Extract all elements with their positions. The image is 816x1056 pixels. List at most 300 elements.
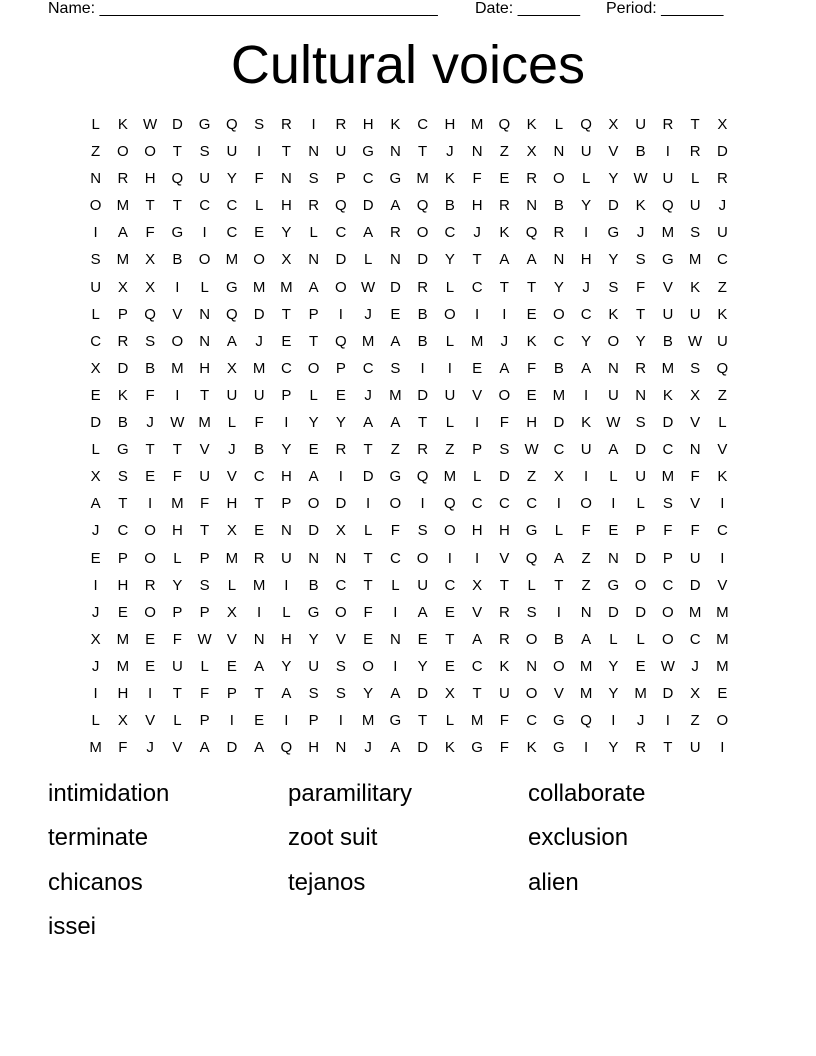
grid-letter[interactable]: F xyxy=(118,739,128,757)
grid-letter[interactable]: N xyxy=(607,549,619,567)
grid-letter[interactable]: F xyxy=(581,522,591,540)
grid-letter[interactable]: I xyxy=(393,657,398,675)
grid-letter[interactable]: G xyxy=(198,116,211,133)
grid-letter[interactable]: I xyxy=(93,576,98,594)
grid-letter[interactable]: T xyxy=(118,495,128,513)
grid-letter[interactable]: D xyxy=(417,684,429,702)
grid-letter[interactable]: T xyxy=(363,576,373,594)
grid-letter[interactable]: U xyxy=(716,332,728,350)
grid-letter[interactable]: Q xyxy=(144,305,156,323)
grid-letter[interactable]: Y xyxy=(308,630,319,648)
grid-letter[interactable]: L xyxy=(363,522,373,540)
grid-letter[interactable]: D xyxy=(226,739,238,757)
grid-letter[interactable]: N xyxy=(526,197,538,215)
grid-letter[interactable]: R xyxy=(253,549,265,567)
grid-letter[interactable]: E xyxy=(254,224,265,242)
grid-letter[interactable]: B xyxy=(254,441,265,459)
grid-letter[interactable]: E xyxy=(635,657,646,675)
grid-letter[interactable]: V xyxy=(690,495,701,513)
grid-letter[interactable]: M xyxy=(579,657,593,675)
grid-letter[interactable]: E xyxy=(499,170,510,188)
grid-letter[interactable]: H xyxy=(280,630,292,648)
grid-letter[interactable]: E xyxy=(417,630,428,648)
grid-letter[interactable]: A xyxy=(363,224,374,242)
grid-letter[interactable]: Y xyxy=(308,414,319,432)
grid-letter[interactable]: I xyxy=(93,224,98,242)
grid-letter[interactable]: X xyxy=(226,522,237,540)
grid-letter[interactable]: O xyxy=(362,657,374,675)
grid-letter[interactable]: A xyxy=(553,549,564,567)
grid-letter[interactable]: L xyxy=(91,305,100,323)
grid-letter[interactable]: K xyxy=(717,468,728,486)
grid-letter[interactable]: E xyxy=(526,386,537,404)
grid-letter[interactable]: X xyxy=(145,251,156,269)
grid-letter[interactable]: X xyxy=(472,576,483,594)
grid-letter[interactable]: O xyxy=(553,170,565,188)
grid-letter[interactable]: J xyxy=(146,739,154,757)
grid-letter[interactable]: A xyxy=(390,332,401,350)
grid-letter[interactable]: G xyxy=(362,143,374,161)
grid-letter[interactable]: V xyxy=(717,576,728,594)
grid-letter[interactable]: F xyxy=(200,684,210,702)
grid-letter[interactable]: P xyxy=(335,359,346,377)
grid-letter[interactable]: Q xyxy=(280,739,293,757)
grid-letter[interactable]: L xyxy=(690,170,700,188)
grid-letter[interactable]: U xyxy=(689,549,701,567)
grid-letter[interactable]: X xyxy=(117,712,128,730)
grid-letter[interactable]: X xyxy=(690,684,701,702)
grid-letter[interactable]: G xyxy=(226,278,238,296)
grid-letter[interactable]: X xyxy=(335,522,346,540)
grid-letter[interactable]: V xyxy=(335,630,346,648)
grid-letter[interactable]: M xyxy=(171,495,184,513)
grid-letter[interactable]: F xyxy=(690,522,700,540)
grid-letter[interactable]: U xyxy=(689,739,701,757)
grid-letter[interactable]: W xyxy=(170,414,185,432)
grid-letter[interactable]: T xyxy=(254,495,264,513)
grid-letter[interactable]: Q xyxy=(662,197,674,215)
grid-letter[interactable]: U xyxy=(226,143,238,161)
grid-letter[interactable]: R xyxy=(553,224,565,242)
grid-letter[interactable]: J xyxy=(364,739,372,757)
grid-letter[interactable]: T xyxy=(499,278,509,296)
grid-letter[interactable]: X xyxy=(145,278,156,296)
grid-letter[interactable]: E xyxy=(90,549,101,567)
grid-letter[interactable]: J xyxy=(91,522,100,540)
grid-letter[interactable]: H xyxy=(471,522,483,540)
grid-letter[interactable]: L xyxy=(718,414,727,432)
grid-letter[interactable]: Q xyxy=(525,224,538,242)
grid-letter[interactable]: P xyxy=(199,549,210,567)
grid-letter[interactable]: R xyxy=(498,630,510,648)
grid-letter[interactable]: U xyxy=(199,170,211,188)
grid-letter[interactable]: I xyxy=(584,468,589,486)
grid-letter[interactable]: S xyxy=(526,603,537,621)
grid-letter[interactable]: I xyxy=(148,684,153,702)
grid-letter[interactable]: L xyxy=(282,603,291,621)
grid-letter[interactable]: O xyxy=(144,522,156,540)
grid-letter[interactable]: V xyxy=(145,712,156,730)
grid-letter[interactable]: O xyxy=(662,630,674,648)
grid-letter[interactable]: B xyxy=(172,251,183,269)
grid-letter[interactable]: D xyxy=(635,441,647,459)
grid-letter[interactable]: C xyxy=(526,712,538,730)
grid-letter[interactable]: I xyxy=(284,414,289,432)
grid-letter[interactable]: I xyxy=(148,495,153,513)
grid-letter[interactable]: S xyxy=(254,116,265,133)
grid-letter[interactable]: R xyxy=(498,197,510,215)
grid-letter[interactable]: N xyxy=(635,386,647,404)
grid-letter[interactable]: A xyxy=(499,251,510,269)
grid-letter[interactable]: C xyxy=(199,197,211,215)
grid-letter[interactable]: L xyxy=(581,170,591,188)
grid-letter[interactable]: F xyxy=(499,712,509,730)
grid-letter[interactable]: S xyxy=(335,684,346,702)
grid-letter[interactable]: J xyxy=(582,278,590,296)
grid-letter[interactable]: I xyxy=(284,576,289,594)
grid-letter[interactable]: F xyxy=(363,603,373,621)
grid-letter[interactable]: Z xyxy=(581,549,591,567)
grid-letter[interactable]: D xyxy=(635,603,647,621)
grid-letter[interactable]: T xyxy=(281,143,291,161)
grid-letter[interactable]: F xyxy=(145,224,155,242)
grid-letter[interactable]: V xyxy=(553,684,564,702)
grid-letter[interactable]: K xyxy=(499,657,510,675)
grid-letter[interactable]: O xyxy=(553,305,565,323)
grid-letter[interactable]: C xyxy=(526,495,538,513)
grid-letter[interactable]: F xyxy=(254,170,264,188)
grid-letter[interactable]: C xyxy=(417,116,429,133)
grid-letter[interactable]: B xyxy=(553,197,564,215)
grid-letter[interactable]: K xyxy=(117,116,128,133)
grid-letter[interactable]: C xyxy=(580,305,592,323)
grid-letter[interactable]: S xyxy=(690,224,701,242)
grid-letter[interactable]: V xyxy=(172,739,183,757)
grid-letter[interactable]: M xyxy=(634,684,647,702)
grid-letter[interactable]: Y xyxy=(281,657,292,675)
grid-letter[interactable]: B xyxy=(417,305,428,323)
grid-letter[interactable]: K xyxy=(444,170,455,188)
grid-letter[interactable]: I xyxy=(584,739,589,757)
grid-letter[interactable]: N xyxy=(553,143,565,161)
grid-letter[interactable]: I xyxy=(93,684,98,702)
grid-letter[interactable]: J xyxy=(91,657,100,675)
grid-letter[interactable]: S xyxy=(390,359,401,377)
grid-letter[interactable]: D xyxy=(662,414,674,432)
grid-letter[interactable]: Y xyxy=(608,739,619,757)
grid-letter[interactable]: T xyxy=(145,441,155,459)
grid-letter[interactable]: N xyxy=(308,143,320,161)
grid-letter[interactable]: A xyxy=(581,359,592,377)
grid-letter[interactable]: G xyxy=(607,224,620,242)
grid-letter[interactable]: T xyxy=(281,305,291,323)
grid-letter[interactable]: Z xyxy=(91,143,101,161)
grid-letter[interactable]: Y xyxy=(608,170,619,188)
grid-letter[interactable]: B xyxy=(444,197,455,215)
grid-letter[interactable]: F xyxy=(499,414,509,432)
grid-letter[interactable]: F xyxy=(636,278,646,296)
grid-letter[interactable]: M xyxy=(280,278,293,296)
grid-letter[interactable]: Y xyxy=(608,657,619,675)
grid-letter[interactable]: R xyxy=(498,603,510,621)
grid-letter[interactable]: I xyxy=(611,712,616,730)
grid-letter[interactable]: O xyxy=(198,251,211,269)
grid-letter[interactable]: G xyxy=(307,603,320,621)
grid-letter[interactable]: K xyxy=(526,332,537,350)
grid-letter[interactable]: H xyxy=(171,522,183,540)
grid-letter[interactable]: U xyxy=(226,386,238,404)
grid-letter[interactable]: L xyxy=(391,576,400,594)
grid-letter[interactable]: L xyxy=(200,657,209,675)
grid-letter[interactable]: S xyxy=(499,441,510,459)
grid-letter[interactable]: S xyxy=(199,576,210,594)
grid-letter[interactable]: M xyxy=(716,630,729,648)
grid-letter[interactable]: B xyxy=(117,414,128,432)
grid-letter[interactable]: J xyxy=(446,143,454,161)
grid-letter[interactable]: X xyxy=(117,278,128,296)
grid-letter[interactable]: E xyxy=(117,603,128,621)
grid-letter[interactable]: A xyxy=(581,630,592,648)
grid-letter[interactable]: I xyxy=(284,712,289,730)
grid-letter[interactable]: L xyxy=(445,712,455,730)
grid-letter[interactable]: R xyxy=(117,332,129,350)
grid-letter[interactable]: H xyxy=(117,684,129,702)
grid-letter[interactable]: D xyxy=(417,386,429,404)
grid-letter[interactable]: T xyxy=(527,278,537,296)
grid-letter[interactable]: F xyxy=(390,522,400,540)
grid-letter[interactable]: U xyxy=(580,143,592,161)
grid-letter[interactable]: M xyxy=(89,739,102,757)
grid-letter[interactable]: B xyxy=(635,143,646,161)
grid-letter[interactable]: I xyxy=(720,495,725,513)
grid-letter[interactable]: A xyxy=(254,657,265,675)
grid-letter[interactable]: O xyxy=(144,549,156,567)
grid-letter[interactable]: S xyxy=(308,170,319,188)
grid-letter[interactable]: S xyxy=(90,251,101,269)
grid-letter[interactable]: K xyxy=(526,116,537,133)
grid-letter[interactable]: I xyxy=(175,278,180,296)
grid-letter[interactable]: S xyxy=(308,684,319,702)
grid-letter[interactable]: R xyxy=(417,441,429,459)
grid-letter[interactable]: C xyxy=(362,359,374,377)
grid-letter[interactable]: P xyxy=(281,495,292,513)
grid-letter[interactable]: A xyxy=(499,359,510,377)
grid-letter[interactable]: H xyxy=(144,170,156,188)
grid-letter[interactable]: Y xyxy=(581,197,592,215)
grid-letter[interactable]: S xyxy=(662,495,673,513)
grid-letter[interactable]: U xyxy=(635,468,647,486)
grid-letter[interactable]: C xyxy=(444,576,456,594)
grid-letter[interactable]: X xyxy=(444,684,455,702)
grid-letter[interactable]: S xyxy=(335,657,346,675)
grid-letter[interactable]: N xyxy=(280,170,292,188)
grid-letter[interactable]: N xyxy=(689,441,701,459)
grid-letter[interactable]: P xyxy=(117,305,128,323)
grid-letter[interactable]: H xyxy=(226,495,238,513)
grid-letter[interactable]: N xyxy=(199,305,211,323)
grid-letter[interactable]: M xyxy=(661,468,675,486)
grid-letter[interactable]: H xyxy=(280,197,292,215)
grid-letter[interactable]: V xyxy=(226,468,237,486)
grid-letter[interactable]: D xyxy=(117,359,129,377)
grid-letter[interactable]: X xyxy=(226,603,237,621)
grid-letter[interactable]: S xyxy=(145,332,156,350)
grid-letter[interactable]: D xyxy=(498,468,510,486)
grid-letter[interactable]: O xyxy=(335,603,347,621)
grid-letter[interactable]: Q xyxy=(226,116,238,133)
grid-letter[interactable]: R xyxy=(117,170,129,188)
grid-letter[interactable]: O xyxy=(444,305,456,323)
grid-letter[interactable]: N xyxy=(335,739,347,757)
grid-letter[interactable]: C xyxy=(444,224,456,242)
grid-letter[interactable]: N xyxy=(526,657,538,675)
grid-letter[interactable]: U xyxy=(580,441,592,459)
grid-letter[interactable]: K xyxy=(717,305,728,323)
grid-letter[interactable]: T xyxy=(554,576,564,594)
grid-letter[interactable]: T xyxy=(472,251,482,269)
grid-letter[interactable]: T xyxy=(200,522,210,540)
grid-letter[interactable]: N xyxy=(580,603,592,621)
grid-letter[interactable]: V xyxy=(172,305,183,323)
grid-letter[interactable]: K xyxy=(390,116,401,133)
grid-letter[interactable]: E xyxy=(308,441,319,459)
grid-letter[interactable]: Z xyxy=(717,386,727,404)
grid-letter[interactable]: O xyxy=(634,576,647,594)
grid-letter[interactable]: Z xyxy=(717,278,727,296)
grid-letter[interactable]: M xyxy=(116,657,130,675)
grid-letter[interactable]: E xyxy=(444,657,455,675)
grid-letter[interactable]: I xyxy=(611,495,616,513)
grid-letter[interactable]: N xyxy=(253,630,265,648)
grid-letter[interactable]: L xyxy=(91,116,100,133)
grid-letter[interactable]: A xyxy=(308,468,319,486)
grid-letter[interactable]: P xyxy=(117,549,128,567)
grid-letter[interactable]: T xyxy=(309,332,319,350)
grid-letter[interactable]: R xyxy=(144,576,156,594)
grid-letter[interactable]: T xyxy=(690,116,700,133)
grid-letter[interactable]: Y xyxy=(226,170,237,188)
grid-letter[interactable]: O xyxy=(444,522,456,540)
grid-letter[interactable]: U xyxy=(280,549,292,567)
grid-letter[interactable]: Q xyxy=(226,305,238,323)
grid-letter[interactable]: I xyxy=(311,116,316,133)
grid-letter[interactable]: C xyxy=(471,278,483,296)
grid-letter[interactable]: L xyxy=(363,251,373,269)
grid-letter[interactable]: L xyxy=(636,495,645,513)
grid-letter[interactable]: E xyxy=(472,359,483,377)
grid-letter[interactable]: S xyxy=(117,468,128,486)
grid-letter[interactable]: Z xyxy=(527,468,537,486)
grid-letter[interactable]: N xyxy=(308,549,320,567)
grid-letter[interactable]: I xyxy=(665,143,670,161)
grid-letter[interactable]: V xyxy=(472,603,483,621)
grid-letter[interactable]: O xyxy=(416,224,429,242)
grid-letter[interactable]: P xyxy=(662,549,673,567)
grid-letter[interactable]: K xyxy=(444,739,455,757)
grid-letter[interactable]: G xyxy=(662,251,674,269)
grid-letter[interactable]: N xyxy=(553,251,565,269)
grid-letter[interactable]: C xyxy=(280,359,292,377)
grid-letter[interactable]: U xyxy=(171,657,183,675)
grid-letter[interactable]: Z xyxy=(499,143,509,161)
grid-letter[interactable]: I xyxy=(366,495,371,513)
grid-letter[interactable]: E xyxy=(145,657,156,675)
grid-letter[interactable]: I xyxy=(257,143,262,161)
grid-letter[interactable]: M xyxy=(389,386,402,404)
grid-letter[interactable]: Y xyxy=(608,251,619,269)
grid-letter[interactable]: D xyxy=(417,739,429,757)
grid-letter[interactable]: S xyxy=(635,414,646,432)
grid-letter[interactable]: U xyxy=(498,684,510,702)
grid-letter[interactable]: W xyxy=(660,657,675,675)
grid-letter[interactable]: J xyxy=(146,414,154,432)
grid-letter[interactable]: W xyxy=(197,630,212,648)
grid-letter[interactable]: A xyxy=(472,630,483,648)
grid-letter[interactable]: O xyxy=(498,386,511,404)
grid-letter[interactable]: A xyxy=(390,197,401,215)
grid-letter[interactable]: I xyxy=(475,414,480,432)
grid-letter[interactable]: T xyxy=(472,684,482,702)
grid-letter[interactable]: E xyxy=(717,684,728,702)
grid-letter[interactable]: P xyxy=(308,305,319,323)
grid-letter[interactable]: O xyxy=(144,603,156,621)
grid-letter[interactable]: R xyxy=(389,224,401,242)
grid-letter[interactable]: S xyxy=(417,522,428,540)
grid-letter[interactable]: X xyxy=(526,143,537,161)
grid-letter[interactable]: Y xyxy=(581,332,592,350)
grid-letter[interactable]: V xyxy=(690,414,701,432)
grid-letter[interactable]: B xyxy=(145,359,156,377)
grid-letter[interactable]: W xyxy=(143,116,158,133)
grid-letter[interactable]: U xyxy=(90,278,102,296)
grid-letter[interactable]: M xyxy=(198,414,211,432)
grid-letter[interactable]: I xyxy=(447,359,452,377)
grid-letter[interactable]: D xyxy=(253,305,265,323)
grid-letter[interactable]: L xyxy=(554,116,564,133)
grid-letter[interactable]: S xyxy=(608,278,619,296)
grid-letter[interactable]: E xyxy=(363,630,374,648)
grid-letter[interactable]: C xyxy=(335,224,347,242)
grid-letter[interactable]: K xyxy=(581,414,592,432)
grid-letter[interactable]: D xyxy=(635,549,647,567)
grid-letter[interactable]: T xyxy=(200,386,210,404)
grid-letter[interactable]: R xyxy=(689,143,701,161)
name-field[interactable] xyxy=(48,0,438,18)
grid-letter[interactable]: G xyxy=(607,576,620,594)
grid-letter[interactable]: X xyxy=(690,386,701,404)
grid-letter[interactable]: I xyxy=(338,468,343,486)
grid-letter[interactable]: C xyxy=(662,441,674,459)
grid-letter[interactable]: C xyxy=(226,224,238,242)
grid-letter[interactable]: R xyxy=(417,278,429,296)
grid-letter[interactable]: A xyxy=(308,278,319,296)
grid-letter[interactable]: P xyxy=(199,712,210,730)
grid-letter[interactable]: M xyxy=(116,630,130,648)
grid-letter[interactable]: D xyxy=(335,495,347,513)
grid-letter[interactable]: O xyxy=(253,251,265,269)
grid-letter[interactable]: D xyxy=(607,603,619,621)
grid-letter[interactable]: U xyxy=(662,170,674,188)
grid-letter[interactable]: W xyxy=(606,414,621,432)
grid-letter[interactable]: F xyxy=(145,386,155,404)
grid-letter[interactable]: T xyxy=(172,143,182,161)
grid-letter[interactable]: V xyxy=(199,441,210,459)
grid-letter[interactable]: J xyxy=(228,441,236,459)
grid-letter[interactable]: H xyxy=(199,359,211,377)
grid-letter[interactable]: W xyxy=(524,441,539,459)
grid-letter[interactable]: C xyxy=(689,630,701,648)
grid-letter[interactable]: H xyxy=(444,116,456,133)
